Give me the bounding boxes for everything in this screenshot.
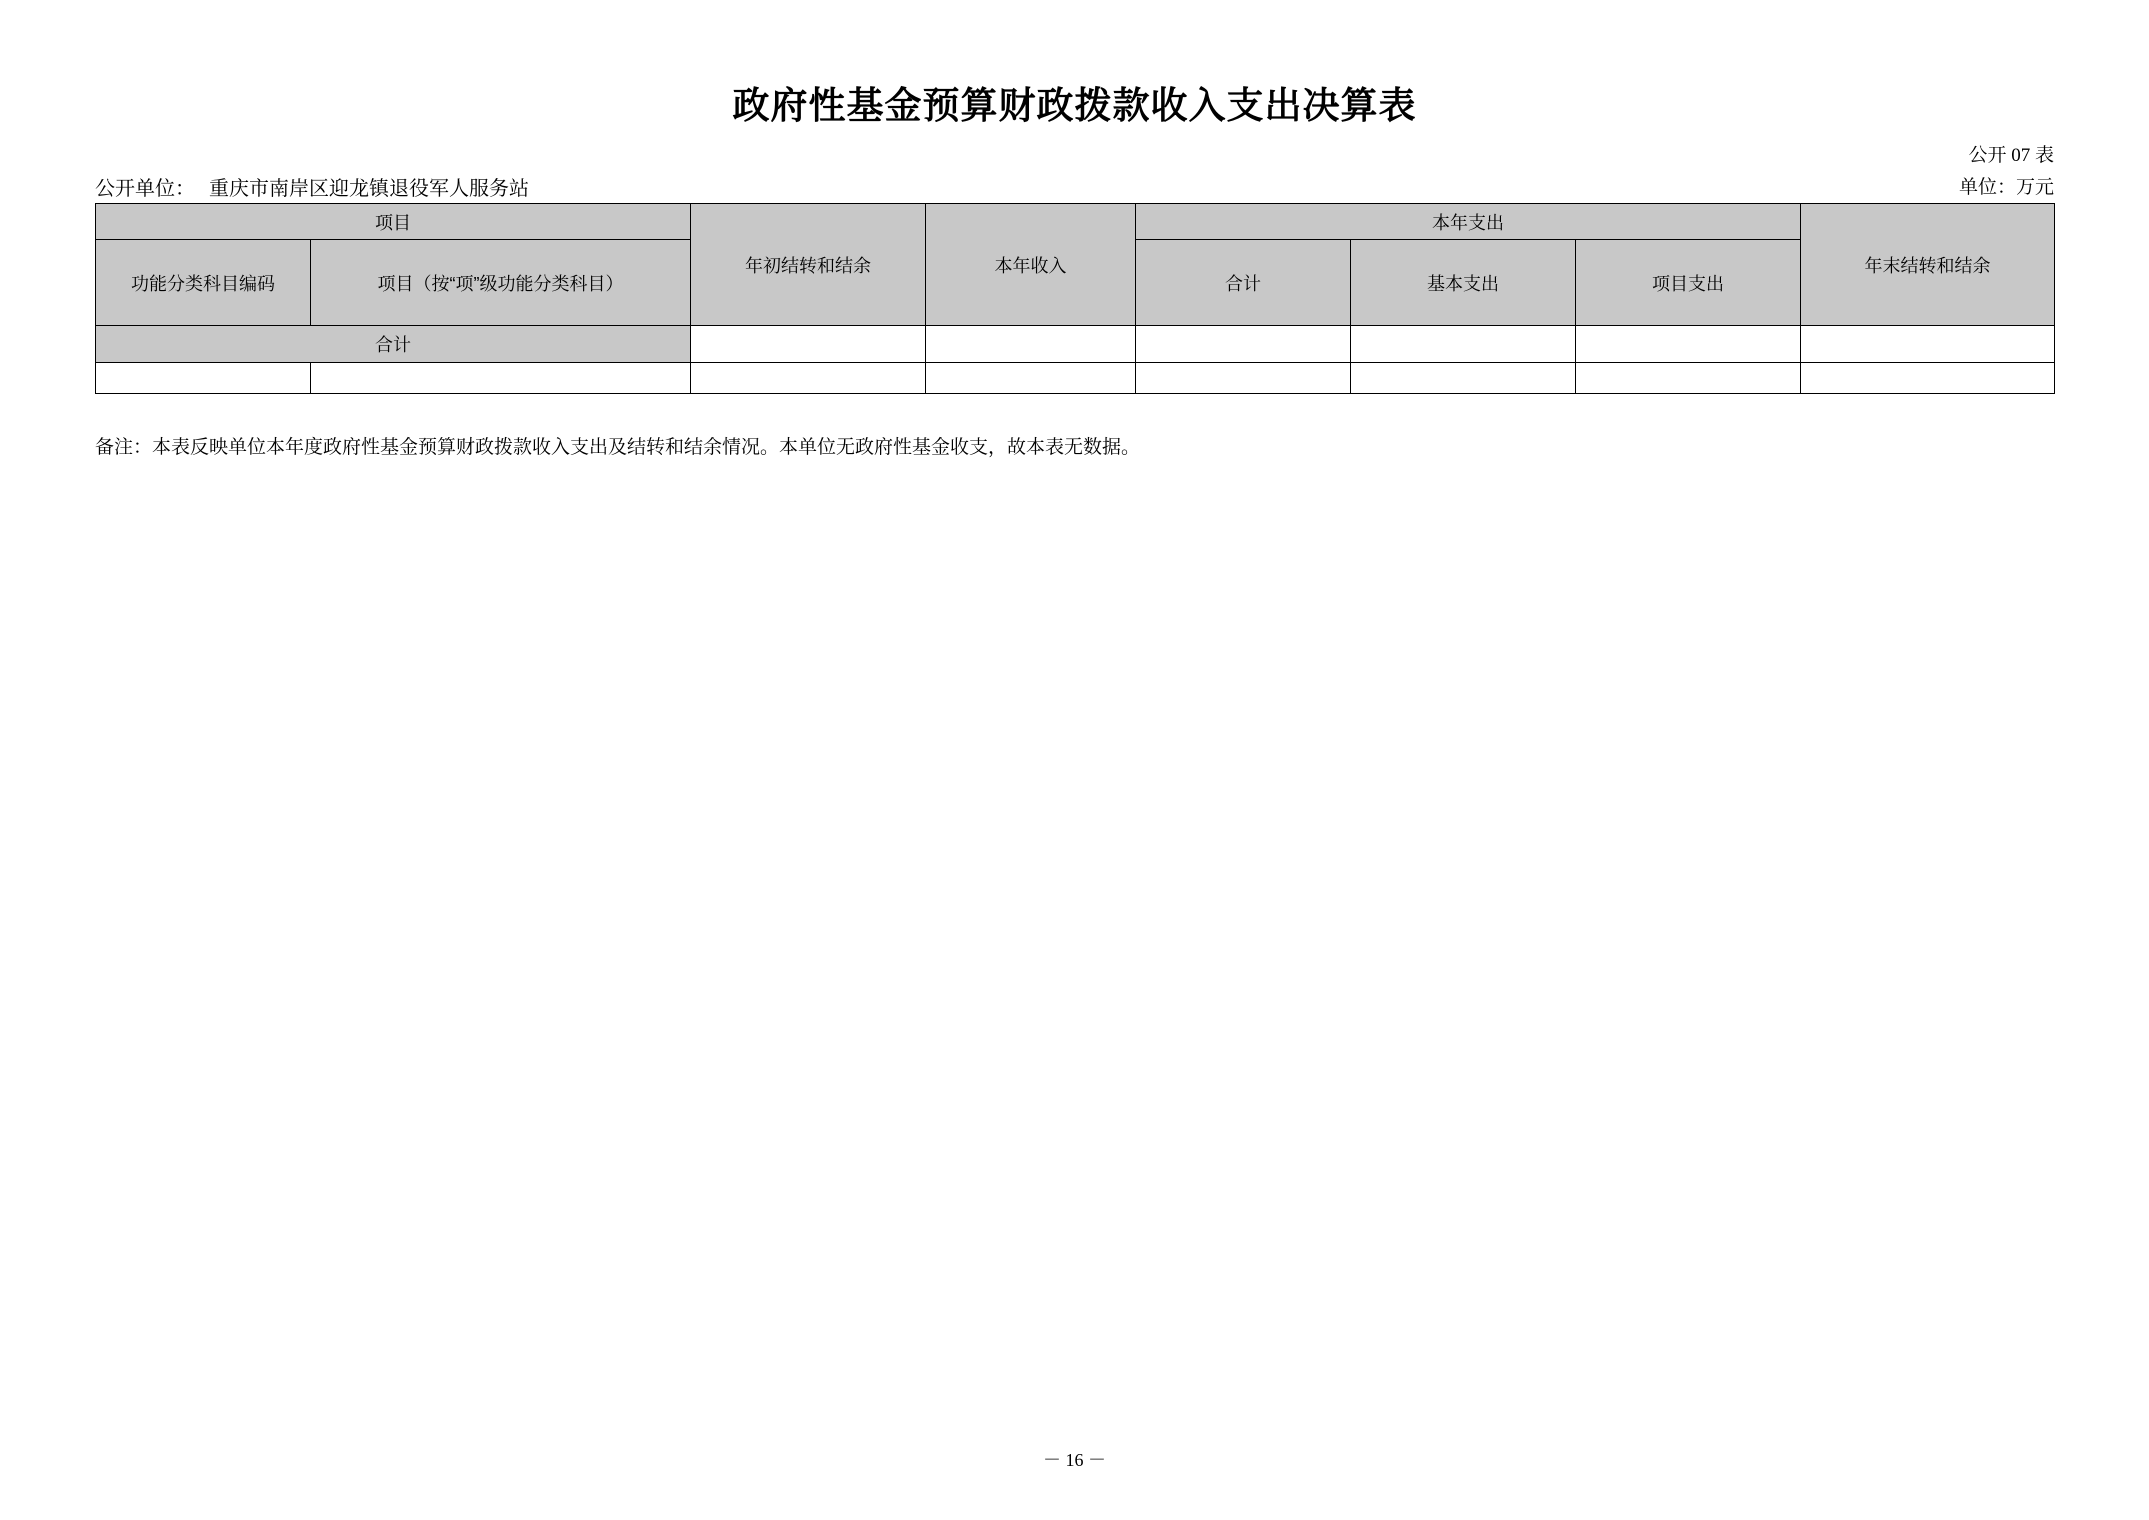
cell-basic-expend <box>1351 363 1576 394</box>
header-begin-balance: 年初结转和结余 <box>691 204 926 326</box>
header-end-balance: 年末结转和结余 <box>1801 204 2055 326</box>
cell-total-end-balance <box>1801 326 2055 363</box>
cell-expend-total <box>1136 363 1351 394</box>
publishing-unit-label: 公开单位： <box>95 178 195 200</box>
amount-unit-label: 单位：万元 <box>1958 177 2054 198</box>
form-number: 公开 07 表 <box>1968 145 2054 166</box>
cell-item-name <box>311 363 691 394</box>
cell-total-expend-total <box>1136 326 1351 363</box>
header-function-code: 功能分类科目编码 <box>96 240 311 326</box>
header-item-group: 项目 <box>96 204 691 240</box>
cell-total-begin-balance <box>691 326 926 363</box>
cell-begin-balance <box>691 363 926 394</box>
cell-end-balance <box>1801 363 2055 394</box>
cell-total-basic-expend <box>1351 326 1576 363</box>
header-item-name: 项目（按“项”级功能分类科目） <box>311 240 691 326</box>
cell-total-label: 合计 <box>96 326 691 363</box>
publishing-unit <box>95 172 529 201</box>
cell-project-expend <box>1576 363 1801 394</box>
table-header-group-row <box>96 204 2055 240</box>
cell-function-code <box>96 363 311 394</box>
table-row <box>96 326 2055 363</box>
table-row <box>96 363 2055 394</box>
cell-total-project-expend <box>1576 326 1801 363</box>
header-current-income: 本年收入 <box>926 204 1136 326</box>
cell-current-income <box>926 363 1136 394</box>
header-expend-total: 合计 <box>1136 240 1351 326</box>
table-note: 备注：本表反映单位本年度政府性基金预算财政拨款收入支出及结转和结余情况。本单位无政府性基金收支，故本表无数据。 <box>95 437 1141 458</box>
page-title: 政府性基金预算财政拨款收入支出决算表 <box>732 85 1417 126</box>
budget-table <box>95 203 2055 394</box>
header-project-expend: 项目支出 <box>1576 240 1801 326</box>
publishing-unit-value: 重庆市南岸区迎龙镇退役军人服务站 <box>209 178 529 200</box>
cell-total-current-income <box>926 326 1136 363</box>
header-basic-expend: 基本支出 <box>1351 240 1576 326</box>
header-current-year-expenditure-group: 本年支出 <box>1136 204 1801 240</box>
page-number: － 16 － <box>1043 1450 1106 1470</box>
